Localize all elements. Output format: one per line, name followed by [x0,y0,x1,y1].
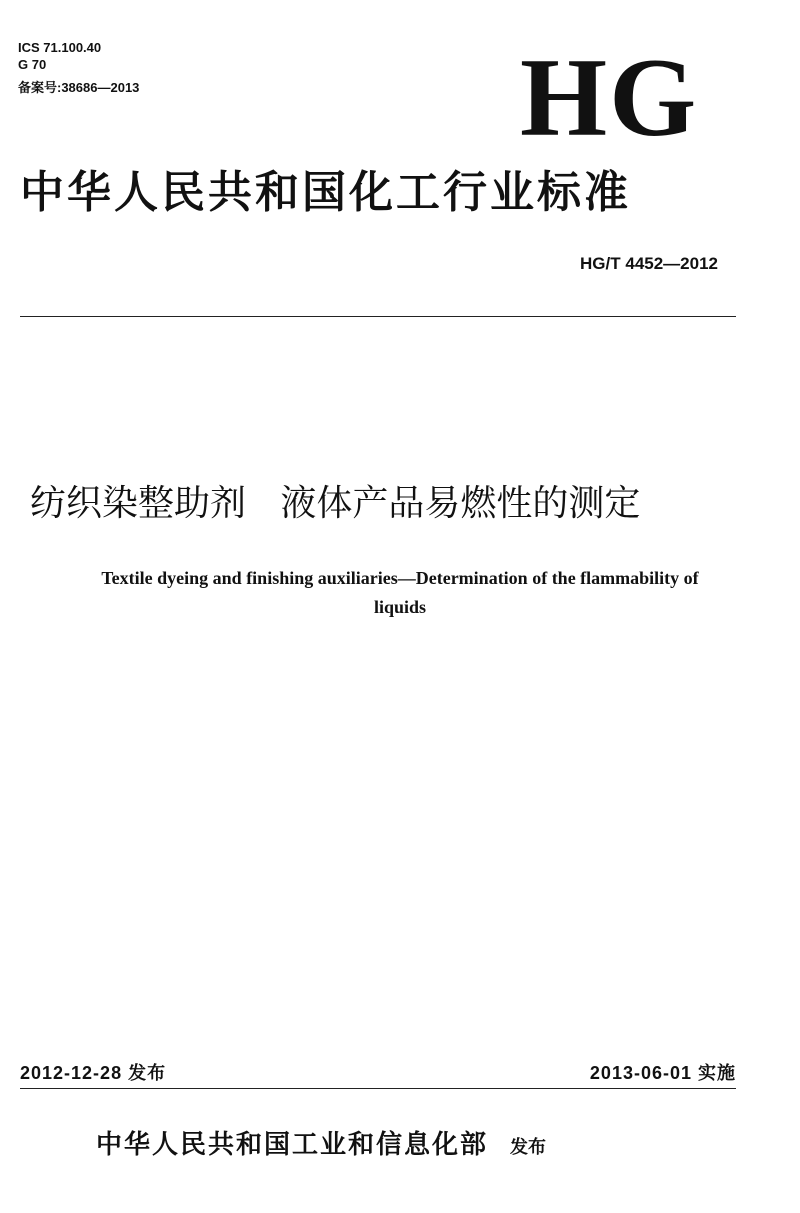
issue-date: 2012-12-28 发布 [20,1063,167,1083]
bottom-divider [20,1088,736,1089]
record-number: 备案号:38686—2013 [18,80,140,95]
hg-logo: HG [520,36,699,160]
chinese-title: 纺织染整助剂 液体产品易燃性的测定 [30,483,641,524]
ics-code: ICS 71.100.40 [18,40,102,55]
top-divider [20,316,736,317]
classification-code: G 70 [18,57,47,72]
publisher-line [96,1128,546,1165]
english-title: Textile dyeing and finishing auxiliaries—Determination of the flammability of liquids [101,568,699,617]
standard-number: HG/T 4452—2012 [580,254,718,273]
publisher-action: 发布 [510,1137,547,1158]
implementation-date: 2013-06-01 实施 [589,1063,736,1083]
publisher-name: 中华人民共和国工业和信息化部 [96,1130,489,1160]
industry-standard-title: 中华人民共和国化工行业标准 [20,167,631,218]
